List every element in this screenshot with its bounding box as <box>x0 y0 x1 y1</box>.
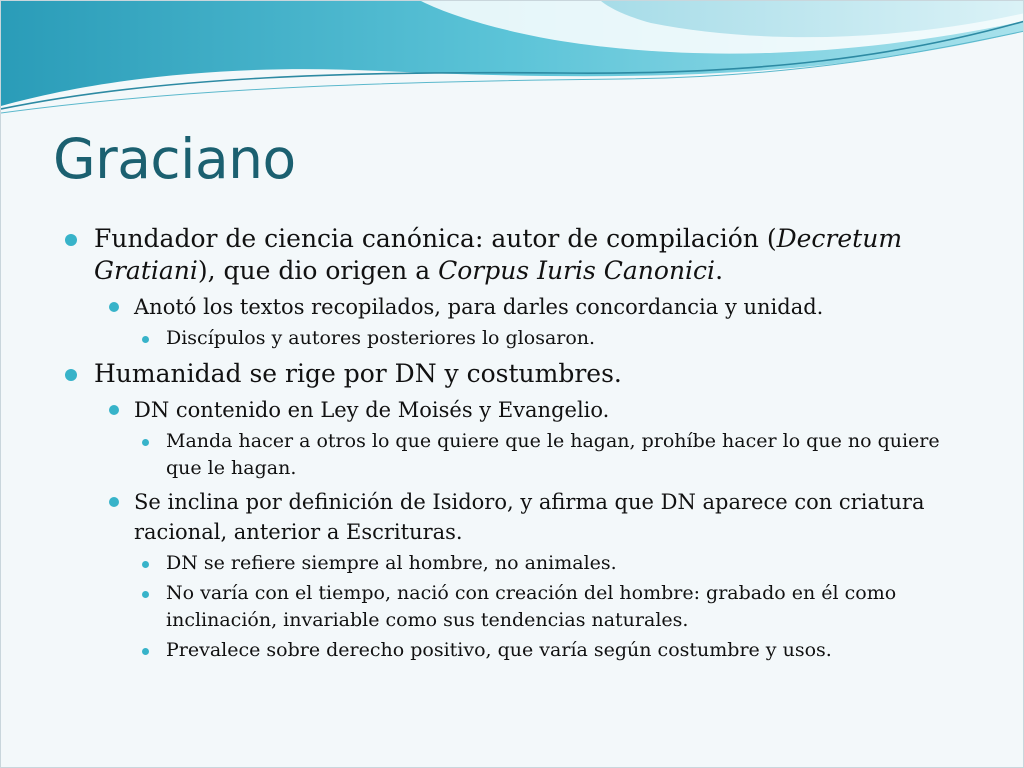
bullet-text: DN contenido en Ley de Moisés y Evangelio. <box>134 398 610 422</box>
bullet-item-level-2 <box>101 292 961 322</box>
bullet-text: Fundador de ciencia canónica: autor de compilación ( <box>94 224 777 253</box>
bullet-icon <box>109 405 119 415</box>
bullet-icon <box>142 561 149 568</box>
slide-title: Graciano <box>53 127 296 191</box>
bullet-icon <box>109 302 119 312</box>
bullet-text-italic: Corpus Iuris Canonici <box>438 256 716 285</box>
bullet-item-level-3 <box>133 580 961 634</box>
bullet-item-level-2 <box>101 395 961 425</box>
bullet-icon <box>142 648 149 655</box>
header-wave-decoration <box>1 1 1024 121</box>
bullet-item-level-1 <box>61 358 961 390</box>
bullet-icon <box>142 336 149 343</box>
bullet-item-level-2 <box>101 487 961 547</box>
bullet-text: . <box>715 256 724 285</box>
bullet-text: Anotó los textos recopilados, para darles concordancia y unidad. <box>134 295 824 319</box>
bullet-text-italic: Decretum Gratiani <box>94 224 903 285</box>
bullet-item-level-1 <box>61 223 961 287</box>
bullet-text: Discípulos y autores posteriores lo glosaron. <box>166 327 596 349</box>
bullet-text: Humanidad se rige por DN y costumbres. <box>94 359 622 388</box>
bullet-text: No varía con el tiempo, nació con creación del hombre: grabado en él como inclinación, invariable como sus tendencias naturales. <box>166 582 897 631</box>
bullet-text: Se inclina por definición de Isidoro, y afirma que DN aparece con criatura racional, anterior a Escrituras. <box>134 490 925 544</box>
bullet-icon <box>142 439 149 446</box>
bullet-text: ), que dio origen a <box>197 256 439 285</box>
bullet-icon <box>109 497 119 507</box>
bullet-item-level-3 <box>133 428 961 482</box>
bullet-item-level-3 <box>133 550 961 577</box>
bullet-icon <box>65 369 77 381</box>
bullet-text: DN se refiere siempre al hombre, no animales. <box>166 552 617 574</box>
bullet-item-level-3 <box>133 637 961 664</box>
bullet-item-level-3 <box>133 325 961 352</box>
bullet-text: Manda hacer a otros lo que quiere que le hagan, prohíbe hacer lo que no quiere que le hagan. <box>166 430 940 479</box>
bullet-list <box>61 223 961 664</box>
bullet-text: Prevalece sobre derecho positivo, que varía según costumbre y usos. <box>166 639 832 661</box>
bullet-icon <box>65 234 77 246</box>
bullet-icon <box>142 591 149 598</box>
